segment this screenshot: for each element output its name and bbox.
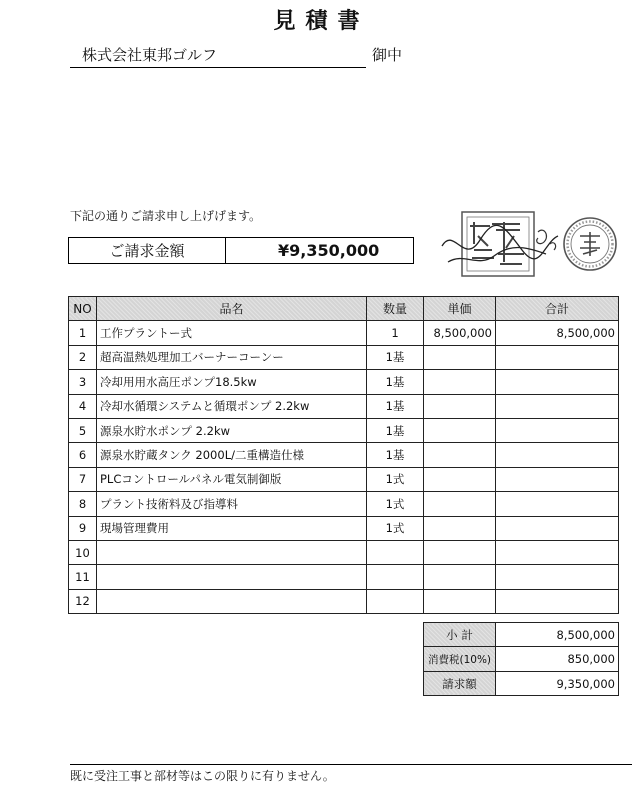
row-total [496,516,619,540]
tax-label: 消費税(10%) [424,647,496,671]
subtotal-value: 8,500,000 [496,623,619,647]
row-unit-price [424,516,496,540]
table-row [69,345,619,369]
billing-value: 9,350,000 [496,671,619,695]
row-no: 10 [69,540,97,564]
row-unit-price [424,540,496,564]
header-total: 合計 [496,297,619,321]
row-total [496,565,619,589]
row-total [496,345,619,369]
row-no: 7 [69,467,97,491]
row-unit-price [424,345,496,369]
row-item [97,540,367,564]
row-unit-price [424,443,496,467]
tax-value: 850,000 [496,647,619,671]
row-no: 9 [69,516,97,540]
row-no: 5 [69,418,97,442]
table-row [69,321,619,345]
row-total [496,370,619,394]
row-qty [367,589,424,613]
row-no: 12 [69,589,97,613]
row-qty: 1式 [367,492,424,516]
row-item [97,565,367,589]
row-total [496,394,619,418]
tax-row [69,647,619,671]
row-total [496,540,619,564]
table-row [69,418,619,442]
row-qty: 1基 [367,418,424,442]
row-qty: 1基 [367,370,424,394]
table-row [69,516,619,540]
row-no: 4 [69,394,97,418]
row-unit-price [424,565,496,589]
footer-note: 既に受注工事と部材等はこの限りに有りません。 [70,764,632,784]
row-item: PLCコントロールパネル電気制御版 [97,467,367,491]
intro-text: 下記の通りご請求申し上げげます。 [70,209,262,223]
table-row [69,467,619,491]
row-total: 8,500,000 [496,321,619,345]
header-unit-price: 単価 [424,297,496,321]
billing-row [69,671,619,695]
subtotal-label: 小 計 [424,623,496,647]
billing-amount-label: ご請求金額 [69,238,226,263]
billing-amount-value: ¥9,350,000 [278,241,380,260]
row-total [496,589,619,613]
recipient-honorific: 御中 [372,46,403,64]
row-unit-price [424,589,496,613]
row-item: 源泉水貯蔵タンク 2000L/二重構造仕様 [97,443,367,467]
row-qty: 1式 [367,516,424,540]
row-item: 冷却用用水高圧ポンプ18.5kw [97,370,367,394]
row-total [496,467,619,491]
estimate-table [68,296,619,696]
row-qty: 1基 [367,443,424,467]
row-no: 1 [69,321,97,345]
row-no: 2 [69,345,97,369]
header-item: 品名 [97,297,367,321]
row-qty [367,540,424,564]
row-total [496,492,619,516]
row-item: 工作プラントー式 [97,321,367,345]
subtotal-row [69,623,619,647]
row-item [97,589,367,613]
table-header-row [69,297,619,321]
table-row [69,394,619,418]
table-row [69,565,619,589]
document-title: 見積書 [273,9,370,34]
table-row [69,589,619,613]
row-unit-price [424,492,496,516]
row-qty: 1基 [367,394,424,418]
row-total [496,443,619,467]
billing-amount-box [68,237,414,264]
row-qty: 1 [367,321,424,345]
row-unit-price [424,467,496,491]
row-no: 6 [69,443,97,467]
row-unit-price: 8,500,000 [424,321,496,345]
row-no: 11 [69,565,97,589]
table-row [69,492,619,516]
table-row [69,540,619,564]
recipient-name: 株式会社東邦ゴルフ [70,44,366,68]
header-qty: 数量 [367,297,424,321]
row-no: 8 [69,492,97,516]
row-total [496,418,619,442]
row-item: 超高温熱処理加工バーナーコーンー [97,345,367,369]
company-seal-icon [434,206,624,282]
row-qty [367,565,424,589]
row-item: 源泉水貯水ポンプ 2.2kw [97,418,367,442]
row-qty: 1基 [367,345,424,369]
row-no: 3 [69,370,97,394]
row-unit-price [424,370,496,394]
row-qty: 1式 [367,467,424,491]
table-row [69,443,619,467]
row-item: プラント技術料及び指導料 [97,492,367,516]
row-item: 冷却水循環システムと循環ポンプ 2.2kw [97,394,367,418]
billing-label: 請求額 [424,671,496,695]
table-row [69,370,619,394]
header-no: NO [69,297,97,321]
row-item: 現場管理費用 [97,516,367,540]
row-unit-price [424,394,496,418]
row-unit-price [424,418,496,442]
